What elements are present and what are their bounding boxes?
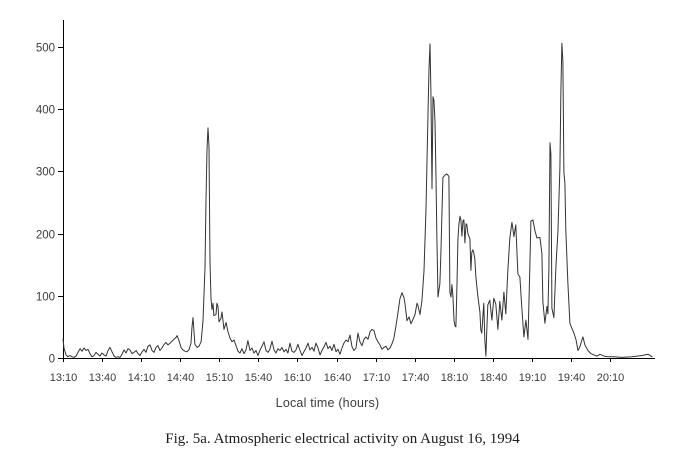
x-tick-label: 17:40 [401,372,430,384]
x-tick-label: 17:10 [362,372,391,384]
y-tick-label: 100 [35,291,55,304]
x-tick-label: 15:40 [244,372,273,384]
y-tick-label: 300 [35,166,55,179]
x-tick-label: 13:40 [88,372,117,384]
y-tick-label: 400 [35,104,55,117]
x-tick-label: 19:10 [518,372,547,384]
x-tick-label: 19:40 [557,372,586,384]
x-axis-title: Local time (hours) [275,396,380,410]
y-tick-label: 500 [35,42,55,55]
y-tick-label: 200 [35,229,55,242]
data-series-line [63,43,652,357]
x-tick-label: 18:10 [440,372,469,384]
x-tick-label: 14:10 [127,372,156,384]
x-tick-label: 20:10 [596,372,625,384]
figure-caption: Fig. 5a. Atmospheric electrical activity on August 16, 1994 [165,431,520,447]
x-tick-label: 15:10 [205,372,234,384]
x-tick-label: 13:10 [49,372,78,384]
x-tick-label: 16:10 [283,372,312,384]
x-tick-label: 14:40 [166,372,195,384]
x-tick-label: 18:40 [479,372,508,384]
x-tick-label: 16:40 [323,372,352,384]
y-tick-label: 0 [48,353,55,366]
